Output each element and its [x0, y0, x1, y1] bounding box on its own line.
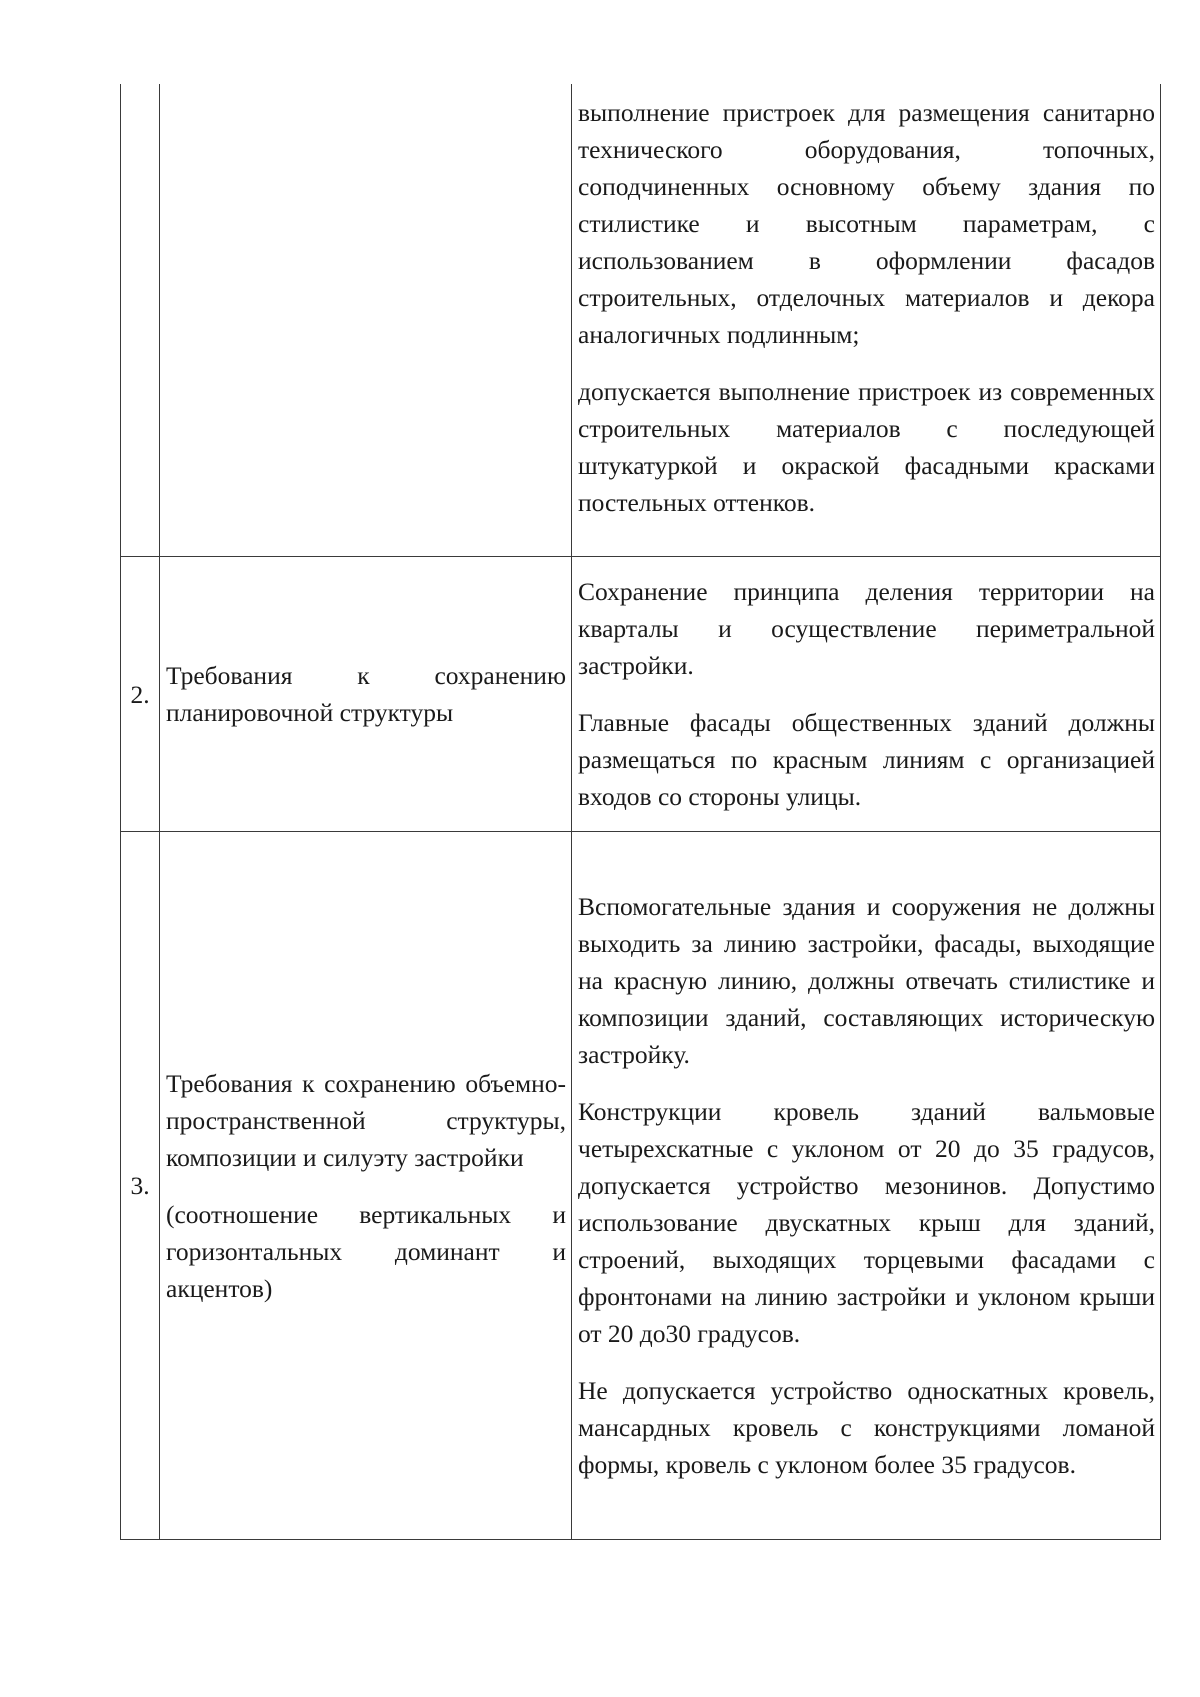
- requirement-text: Требования к сохранению планировочной структуры: [166, 661, 566, 727]
- description-paragraph: Конструкции кровель зданий вальмовые четырехскатные с уклоном от 20 до 35 градусов, допускается устройство мезонинов. Допустимо использование двускатных крыш для зданий, строений, выходящих торцевыми фасадами с фронтонами на линию застройки и уклоном крыши от 20 до30 градусов.: [578, 1097, 1155, 1348]
- requirement-note: (соотношение вертикальных и горизонтальных доминант и акцентов): [166, 1199, 566, 1303]
- requirement-cell: [160, 557, 572, 832]
- description-paragraph: Сохранение принципа деления территории на кварталы и осуществление периметральной застройки.: [578, 577, 1155, 680]
- description-cell: [572, 84, 1161, 557]
- table-row: [121, 84, 1161, 557]
- description-cell: [572, 557, 1161, 832]
- row-number: [121, 84, 160, 557]
- requirement-cell: [160, 832, 572, 1540]
- requirements-table: [120, 84, 1161, 1540]
- description-cell: [572, 832, 1161, 1540]
- table-row: [121, 557, 1161, 832]
- description-paragraph: Главные фасады общественных зданий должны размещаться по красным линиям с организацией входов со стороны улицы.: [578, 708, 1155, 811]
- description-paragraph: выполнение пристроек для размещения санитарно технического оборудования, топочных, соподчиненных основному объему здания по стилистике и высотным параметрам, с использованием в оформлении фасадов строительных, отделочных материалов и декора аналогичных подлинным;: [578, 98, 1155, 349]
- requirement-cell: [160, 84, 572, 557]
- requirement-text: Требования к сохранению объемно-пространственной структуры, композиции и силуэту застройки: [166, 1068, 566, 1172]
- table-row: [121, 832, 1161, 1540]
- description-paragraph: Не допускается устройство односкатных кровель, мансардных кровель с конструкциями ломаной формы, кровель с уклоном более 35 градусов.: [578, 1376, 1155, 1479]
- description-paragraph: допускается выполнение пристроек из современных строительных материалов с последующей штукатуркой и окраской фасадными красками постельных оттенков.: [578, 377, 1155, 517]
- row-number: 2.: [121, 557, 160, 832]
- description-paragraph: Вспомогательные здания и сооружения не должны выходить за линию застройки, фасады, выходящие на красную линию, должны отвечать стилистике и композиции зданий, составляющих историческую застройку.: [578, 892, 1155, 1069]
- row-number: 3.: [121, 832, 160, 1540]
